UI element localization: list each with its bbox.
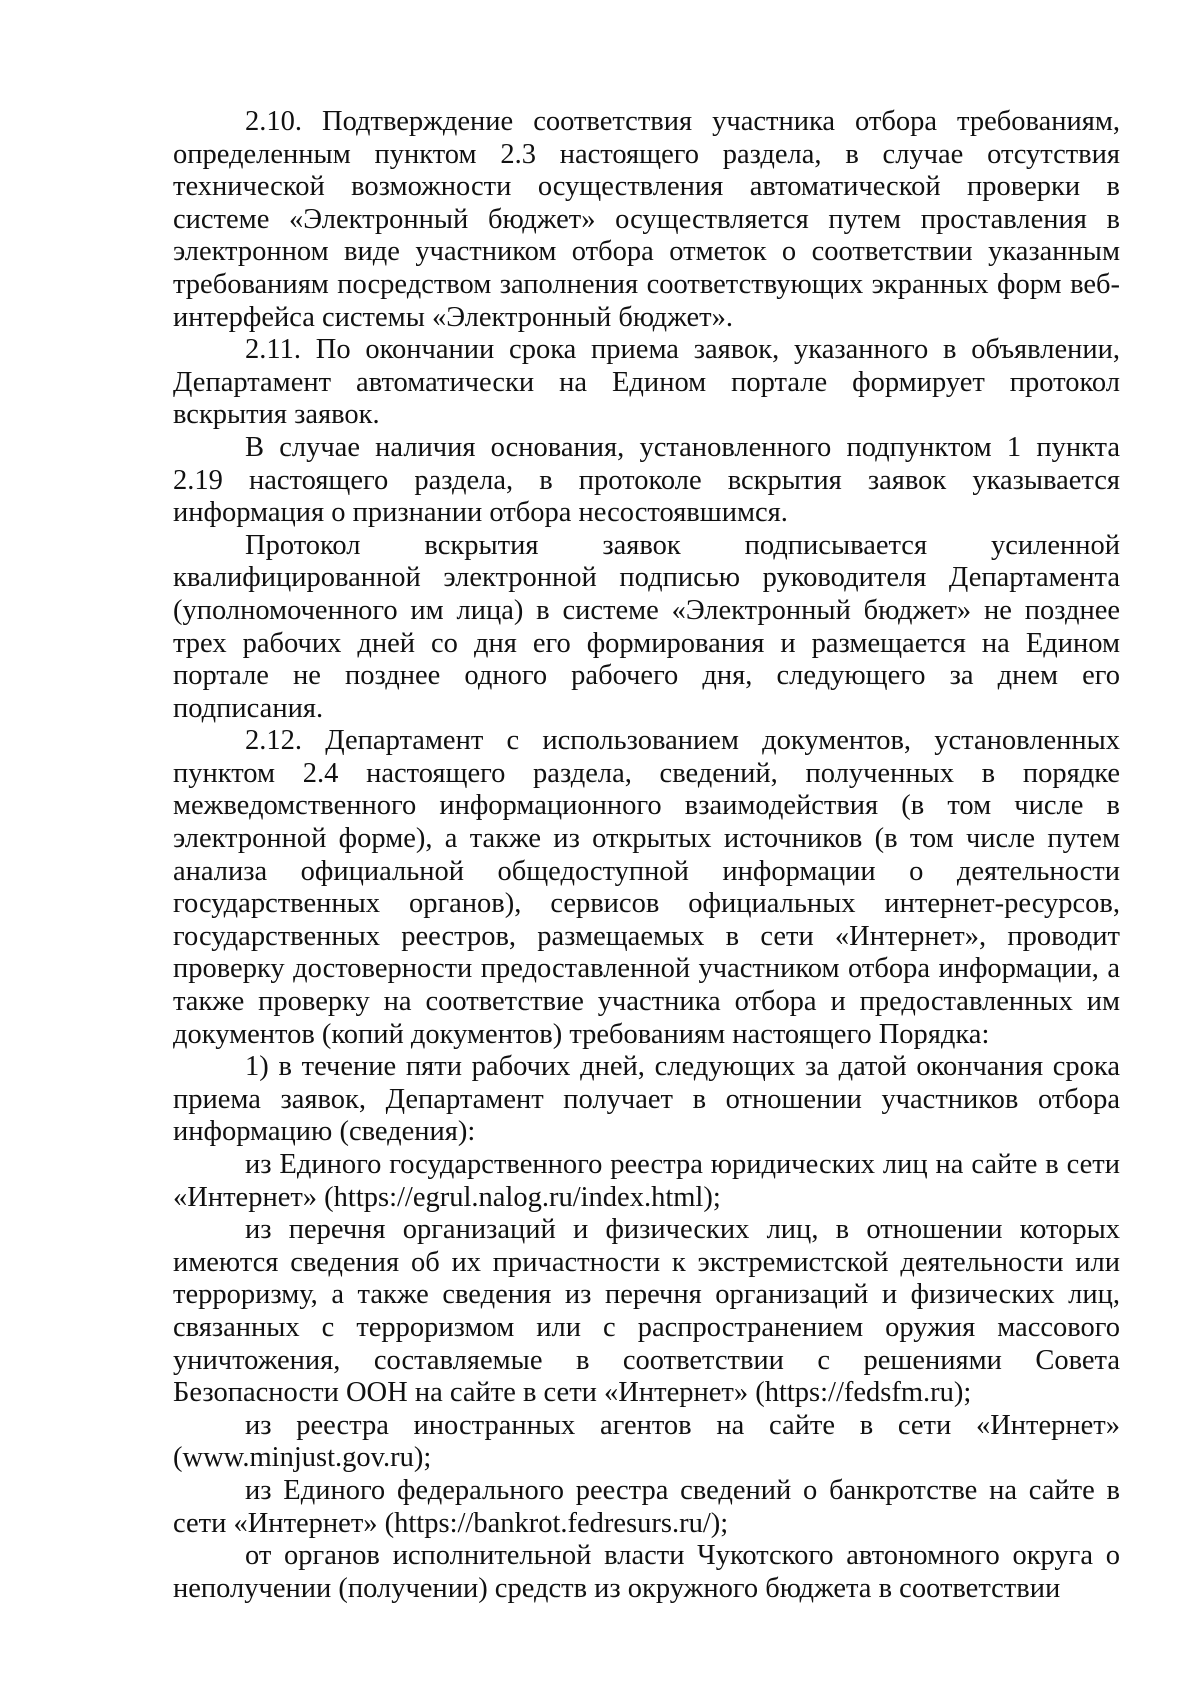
- paragraph-source-fedresurs: из Единого федерального реестра сведений о банкротстве на сайте в сети «Интернет» (https://bankrot.fedresurs.ru/);: [173, 1474, 1120, 1539]
- paragraph-2-11-protocol: Протокол вскрытия заявок подписывается усиленной квалифицированной электронной подписью руководителя Департамента (уполномоченного им лица) в системе «Электронный бюджет» не позднее трех рабочих дней со дня его формирования и размещается на Едином портале не позднее одного рабочего дня, следующего за днем его подписания.: [173, 529, 1120, 724]
- paragraph-source-minjust: из реестра иностранных агентов на сайте в сети «Интернет» (www.minjust.gov.ru);: [173, 1409, 1120, 1474]
- paragraph-2-12-item-1: 1) в течение пяти рабочих дней, следующих за датой окончания срока приема заявок, Департамент получает в отношении участников отбора информацию (сведения):: [173, 1051, 1120, 1148]
- paragraph-2-10: 2.10. Подтверждение соответствия участника отбора требованиям, определенным пунктом 2.3 настоящего раздела, в случае отсутствия технической возможности осуществления автоматической проверки в системе «Электронный бюджет» осуществляется путем проставления в электронном виде участником отбора отметок о соответствии указанным требованиям посредством заполнения соответствующих экранных форм веб-интерфейса системы «Электронный бюджет».: [173, 106, 1120, 333]
- document-page: [173, 106, 1120, 1605]
- paragraph-source-fedsfm: из перечня организаций и физических лиц, в отношении которых имеются сведения об их причастности к экстремистской деятельности или терроризму, а также сведения из перечня организаций и физических лиц, связанных с терроризмом или с распространением оружия массового уничтожения, составляемые в соответствии с решениями Совета Безопасности ООН на сайте в сети «Интернет» (https://fedsfm.ru);: [173, 1214, 1120, 1409]
- paragraph-source-egrul: из Единого государственного реестра юридических лиц на сайте в сети «Интернет» (https://egrul.nalog.ru/index.html);: [173, 1149, 1120, 1213]
- paragraph-2-11-grounds: В случае наличия основания, установленного подпунктом 1 пункта 2.19 настоящего раздела, в протоколе вскрытия заявок указывается информация о признании отбора несостоявшимся.: [173, 431, 1120, 529]
- paragraph-2-12: 2.12. Департамент с использованием документов, установленных пунктом 2.4 настоящего раздела, сведений, полученных в порядке межведомственного информационного взаимодействия (в том числе в электронной форме), а также из открытых источников (в том числе путем анализа официальной общедоступной информации о деятельности государственных органов), сервисов официальных интернет-ресурсов, государственных реестров, размещаемых в сети «Интернет», проводит проверку достоверности предоставленной участником отбора информации, а также проверку на соответствие участника отбора и предоставленных им документов (копий документов) требованиям настоящего Порядка:: [173, 725, 1120, 1050]
- paragraph-2-11: 2.11. По окончании срока приема заявок, указанного в объявлении, Департамент автоматически на Едином портале формирует протокол вскрытия заявок.: [173, 334, 1120, 431]
- paragraph-source-executive-bodies: от органов исполнительной власти Чукотского автономного округа о неполучении (получении) средств из окружного бюджета в соответствии: [173, 1540, 1120, 1604]
